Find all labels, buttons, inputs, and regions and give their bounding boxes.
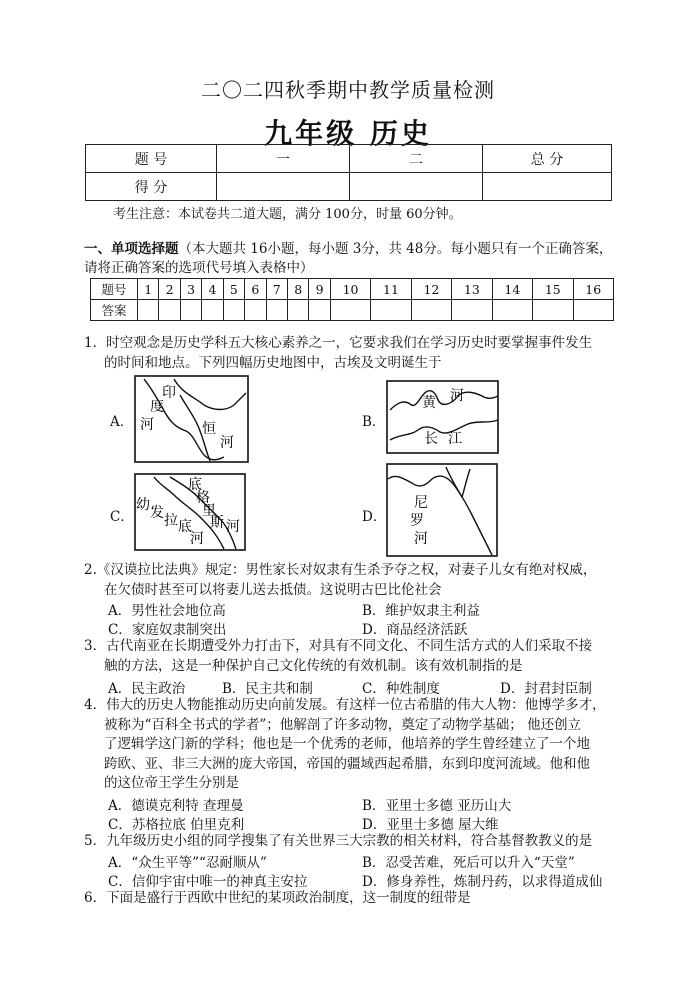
map-c-label-2: 格 (196, 490, 210, 506)
score-table (85, 144, 612, 201)
q3-line1: 3．古代南亚在长期遭受外力打击下，对具有不同文化、不同生活方式的人们采取不接 (84, 638, 593, 654)
q4-line5: 的这位帝王学生分别是 (104, 775, 239, 791)
q5-option-d[interactable]: D．修身养性，炼制丹药，以求得道成仙 (362, 874, 603, 890)
q3-option-a[interactable]: A．民主政治 (108, 681, 186, 697)
q2-line2: 在欠债时甚至可以将妻儿送去抵债。这说明古巴比伦社会 (104, 581, 442, 598)
answer-number-7: 7 (266, 279, 287, 300)
q4-option-d[interactable]: D．亚里士多德 屋大维 (362, 817, 499, 833)
score-header-1: 一 (217, 145, 350, 173)
answer-number-5: 5 (223, 279, 244, 300)
map-b-label-1: 黄 (422, 395, 436, 411)
answer-number-1: 1 (138, 279, 159, 300)
score-header-total: 总 分 (483, 145, 612, 173)
answer-cell-3[interactable] (180, 300, 201, 321)
map-a-india (134, 375, 249, 463)
answer-number-11: 11 (371, 279, 411, 300)
answer-number-6: 6 (245, 279, 266, 300)
map-c-label-6: 幼 (136, 497, 150, 513)
q5-option-a[interactable]: A．“众生平等”“忍耐顺从” (108, 855, 267, 871)
score-header-label: 题 号 (86, 145, 217, 173)
answer-cell-5[interactable] (223, 300, 244, 321)
q4-line1: 4．伟大的历史人物能推动历史向前发展。有这样一位古希腊的伟大人物：他博学多才， (84, 697, 606, 713)
answer-cell-10[interactable] (330, 300, 370, 321)
question-3 (84, 637, 614, 676)
answer-cell-9[interactable] (309, 300, 330, 321)
map-a-label-3: 河 (140, 417, 154, 433)
q3-option-b[interactable]: B．民主共和制 (222, 681, 313, 697)
answer-cell-8[interactable] (287, 300, 308, 321)
answer-number-13: 13 (452, 279, 492, 300)
q3-option-c[interactable]: C．种姓制度 (362, 681, 440, 697)
score-cell-total[interactable] (483, 173, 612, 201)
answer-number-4: 4 (202, 279, 223, 300)
q3-option-d[interactable]: D．封君封臣制 (500, 681, 592, 697)
section1-heading: 一、单项选择题 (84, 241, 179, 257)
q2-option-a[interactable]: A．男性社会地位高 (108, 603, 226, 619)
answer-number-9: 9 (309, 279, 330, 300)
question-4 (84, 696, 614, 794)
map-c-label-9: 底 (178, 519, 192, 535)
score-cell-1[interactable] (217, 173, 350, 201)
q4-option-b[interactable]: B．亚里士多德 亚历山大 (362, 798, 512, 814)
question-1 (84, 334, 614, 373)
answer-number-14: 14 (492, 279, 532, 300)
answer-cell-11[interactable] (371, 300, 411, 321)
map-c-label-10: 河 (190, 531, 204, 547)
map-c-label-8: 拉 (164, 513, 178, 529)
answer-cell-12[interactable] (411, 300, 451, 321)
map-d-egypt (386, 463, 498, 557)
map-b-label-4: 江 (448, 431, 462, 447)
q5-line1: 5．九年级历史小组的同学搜集了有关世界三大宗教的相关材料，符合基督教教义的是 (84, 833, 593, 849)
q4-line2: 被称为“百科全书式的学者”；他解剖了许多动物，奠定了动物学基础； 他还创立 (104, 716, 582, 733)
answer-number-12: 12 (411, 279, 451, 300)
map-c-label-7: 发 (150, 505, 164, 521)
q6-line1: 6．下面是盛行于西欧中世纪的某项政治制度，这一制度的纽带是 (84, 890, 471, 906)
subject-title: 九年级 历史 (264, 117, 432, 150)
map-c-label-3: 里 (202, 503, 216, 519)
answer-cell-16[interactable] (573, 300, 613, 321)
q4-line4: 跨欧、亚、非三大洲的庞大帝国，帝国的疆域西起希腊，东到印度河流域。他和他 (104, 755, 590, 772)
answer-cell-2[interactable] (159, 300, 180, 321)
map-c-label-4: 斯 (210, 515, 224, 531)
q2-line1: 2.《汉谟拉比法典》规定：男性家长对奴隶有生杀予夺之权，对妻子儿女有绝对权威， (84, 562, 597, 578)
q1-line1: 1．时空观念是历史学科五大核心素养之一，它要求我们在学习历史时要掌握事件发生 (84, 335, 593, 351)
answer-cell-6[interactable] (245, 300, 266, 321)
exam-title: 二〇二四秋季期中教学质量检测 (201, 78, 495, 102)
answer-number-8: 8 (287, 279, 308, 300)
q2-option-c[interactable]: C．家庭奴隶制突出 (108, 622, 227, 638)
map-c-mesopotamia (134, 473, 246, 551)
section1-instruction: （本大题共 16小题，每小题 3分，共 48分。每小题只有一个正确答案，请将正确答案的选项代号填入表格中） (84, 241, 613, 276)
map-a-label-5: 河 (220, 435, 234, 451)
answer-cell-1[interactable] (138, 300, 159, 321)
answer-number-2: 2 (159, 279, 180, 300)
score-row-label: 得 分 (86, 173, 217, 201)
q1-option-b-label: B． (362, 414, 386, 430)
map-a-label-4: 恒 (202, 421, 216, 437)
question-5 (84, 832, 614, 852)
answer-row-label: 题号 (91, 279, 138, 300)
answer-number-15: 15 (533, 279, 573, 300)
answer-cell-7[interactable] (266, 300, 287, 321)
map-d-label-1: 尼 (414, 495, 428, 511)
answer-label: 答案 (91, 300, 138, 321)
map-c-label-1: 底 (188, 477, 202, 493)
answer-cell-13[interactable] (452, 300, 492, 321)
map-b-label-2: 河 (450, 388, 464, 404)
score-cell-2[interactable] (350, 173, 483, 201)
question-2 (84, 561, 614, 600)
map-b-china (386, 380, 499, 454)
answer-number-10: 10 (330, 279, 370, 300)
q5-option-c[interactable]: C．信仰宇宙中唯一的神真主安拉 (108, 874, 308, 890)
q3-line2: 触的方法，这是一种保护自己文化传统的有效机制。该有效机制指的是 (104, 657, 523, 674)
q1-option-d-label: D． (362, 509, 387, 525)
answer-cell-14[interactable] (492, 300, 532, 321)
q1-option-a-label: A． (110, 414, 134, 430)
q4-line3: 了逻辑学这门新的学科；他也是一个优秀的老师，他培养的学生曾经建立了一个地 (104, 736, 590, 752)
map-d-label-2: 罗 (410, 513, 424, 529)
question-6 (84, 889, 614, 909)
q1-line2: 的时间和地点。下列四幅历史地图中，古埃及文明诞生于 (104, 354, 442, 371)
q4-option-a[interactable]: A．德谟克利特 查理曼 (108, 798, 244, 814)
q5-option-b[interactable]: B．忍受苦难，死后可以升入“天堂” (362, 855, 575, 871)
answer-table (90, 278, 614, 321)
map-d-label-3: 河 (414, 531, 428, 547)
q1-option-c-label: C． (110, 509, 134, 525)
score-header-2: 二 (350, 145, 483, 173)
exam-notice: 考生注意：本试卷共二道大题，满分 100分，时量 60分钟。 (113, 207, 462, 222)
answer-cell-15[interactable] (533, 300, 573, 321)
map-c-label-5: 河 (226, 519, 240, 535)
section1-header (84, 240, 614, 278)
q2-option-d[interactable]: D．商品经济活跃 (362, 622, 468, 638)
answer-number-16: 16 (573, 279, 613, 300)
map-a-label-2: 度 (150, 399, 164, 415)
answer-cell-4[interactable] (202, 300, 223, 321)
map-a-label-1: 印 (162, 385, 176, 401)
map-b-label-3: 长 (424, 431, 438, 447)
q2-option-b[interactable]: B．维护奴隶主利益 (362, 603, 480, 619)
answer-number-3: 3 (180, 279, 201, 300)
q4-option-c[interactable]: C．苏格拉底 伯里克利 (108, 817, 245, 833)
